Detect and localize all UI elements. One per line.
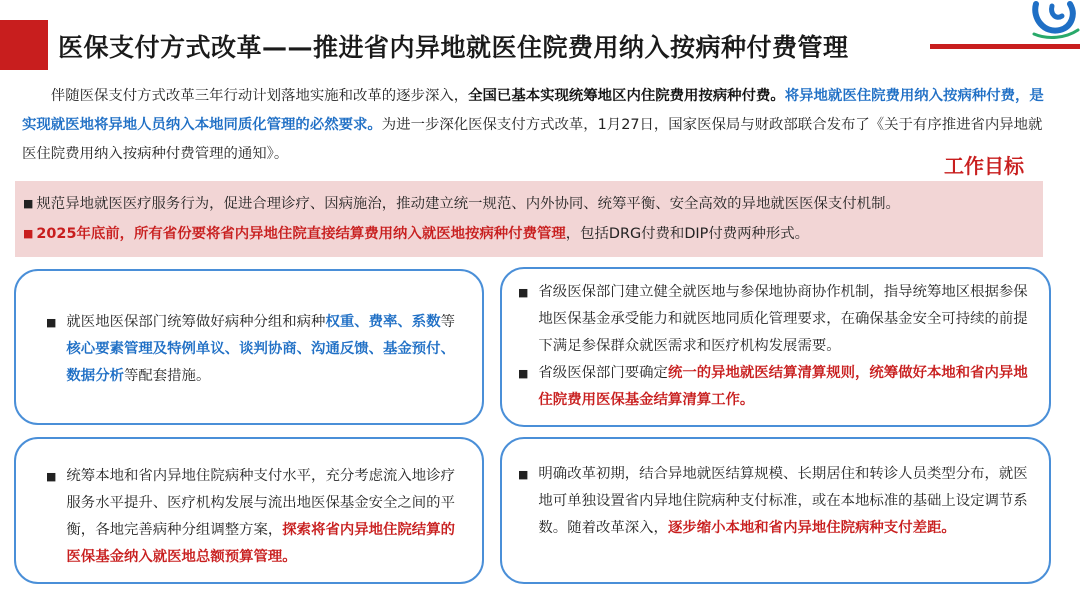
bullet-square-icon: ■ bbox=[46, 470, 57, 483]
intro-text-1: 伴随医保支付方式改革三年行动计划落地实施和改革的逐步深入， bbox=[50, 88, 469, 104]
intro-text-4: 为进一步深化医保支付方式改革，1月27日，国家医保局与财政部联合发布了《关于有序推进省内异地就医住院费用纳入按病种付费管理的通知》。 bbox=[22, 117, 1043, 162]
measure-card-payment-standard bbox=[500, 437, 1051, 584]
bullet-square-icon: ■ bbox=[23, 227, 34, 240]
bullet-square-icon: ■ bbox=[46, 316, 57, 329]
bullet-square-icon: ■ bbox=[23, 197, 34, 210]
card2-text-2: 省级医保部门要确定 bbox=[538, 365, 668, 381]
goal-text-1: 规范异地就医医疗服务行为，促进合理诊疗、因病施治，推动建立统一规范、内外协同、统筹平衡、安全高效的异地就医医保支付机制。 bbox=[36, 196, 900, 212]
company-logo-icon bbox=[1030, 0, 1080, 40]
page-title: 医保支付方式改革——推进省内异地就医住院费用纳入按病种付费管理 bbox=[58, 33, 849, 62]
card2-text-1: 省级医保部门建立健全就医地与参保地协商协作机制，指导统筹地区根据参保地医保基金承受能力和就医地同质化管理要求，在确保基金安全可持续的前提下满足参保群众就医需求和医疗机构发展需要。 bbox=[538, 284, 1028, 354]
bullet-square-icon: ■ bbox=[518, 468, 529, 481]
bullet-square-icon: ■ bbox=[518, 286, 529, 299]
title-accent-block bbox=[0, 20, 48, 70]
card2-highlight: 统一的异地就医结算清算规则，统筹做好本地和省内异地住院费用医保基金结算清算工作。 bbox=[538, 365, 1028, 408]
card-bullet-item bbox=[518, 461, 1035, 542]
card1-text-3: 等配套措施。 bbox=[123, 368, 211, 384]
goal-text-2-highlight: 2025年底前，所有省份要将省内异地住院直接结算费用纳入就医地按病种付费管理 bbox=[36, 226, 566, 242]
card1-text-2: 等 bbox=[440, 314, 455, 330]
card3-text: 统筹本地和省内异地住院病种支付水平，充分考虑流入地诊疗服务水平提升、医疗机构发展与流出地医保基金安全之间的平衡，各地完善病种分组调整方案， bbox=[66, 468, 455, 538]
goals-panel bbox=[15, 181, 1043, 257]
card-bullet-item bbox=[518, 360, 1035, 414]
card1-highlight-1: 权重、费率、系数 bbox=[325, 314, 441, 330]
card-bullet-item bbox=[46, 309, 462, 390]
card3-highlight: 探索将省内异地住院结算的医保基金纳入就医地总额预算管理。 bbox=[66, 522, 455, 565]
card-bullet-item bbox=[518, 279, 1035, 360]
measure-card-grouping bbox=[14, 269, 484, 425]
goals-heading: 工作目标 bbox=[944, 154, 1024, 178]
intro-text-2: 全国已基本实现统筹地区内住院费用按病种付费。 bbox=[468, 88, 785, 104]
card-bullet-item bbox=[46, 463, 464, 571]
card-text bbox=[66, 463, 464, 571]
goal-item-2 bbox=[23, 219, 1037, 249]
card-text bbox=[538, 461, 1035, 542]
bullet-square-icon: ■ bbox=[518, 367, 529, 380]
title-underline-rule bbox=[930, 44, 1080, 49]
intro-paragraph bbox=[22, 82, 1054, 169]
card4-highlight: 逐步缩小本地和省内异地住院病种支付差距。 bbox=[667, 520, 956, 536]
card-text bbox=[538, 360, 1035, 414]
card1-text-1: 就医地医保部门统筹做好病种分组和病种 bbox=[66, 314, 326, 330]
card4-text: 明确改革初期，结合异地就医结算规模、长期居住和转诊人员类型分布，就医地可单独设置省内异地住院病种支付标准，或在本地标准的基础上设定调节系数。随着改革深入， bbox=[538, 466, 1028, 536]
intro-text-3: 将异地就医住院费用纳入按病种付费，是实现就医地将异地人员纳入本地同质化管理的必然要求。 bbox=[22, 88, 1044, 133]
goal-item-1 bbox=[23, 189, 1037, 219]
card-text bbox=[66, 309, 462, 390]
measure-card-payment-level bbox=[14, 437, 484, 584]
measure-card-coordination bbox=[500, 267, 1051, 427]
goal-text-2-rest: ，包括DRG付费和DIP付费两种形式。 bbox=[565, 226, 810, 242]
card1-highlight-2: 核心要素管理及特例单议、谈判协商、沟通反馈、基金预付、数据分析 bbox=[66, 341, 455, 384]
